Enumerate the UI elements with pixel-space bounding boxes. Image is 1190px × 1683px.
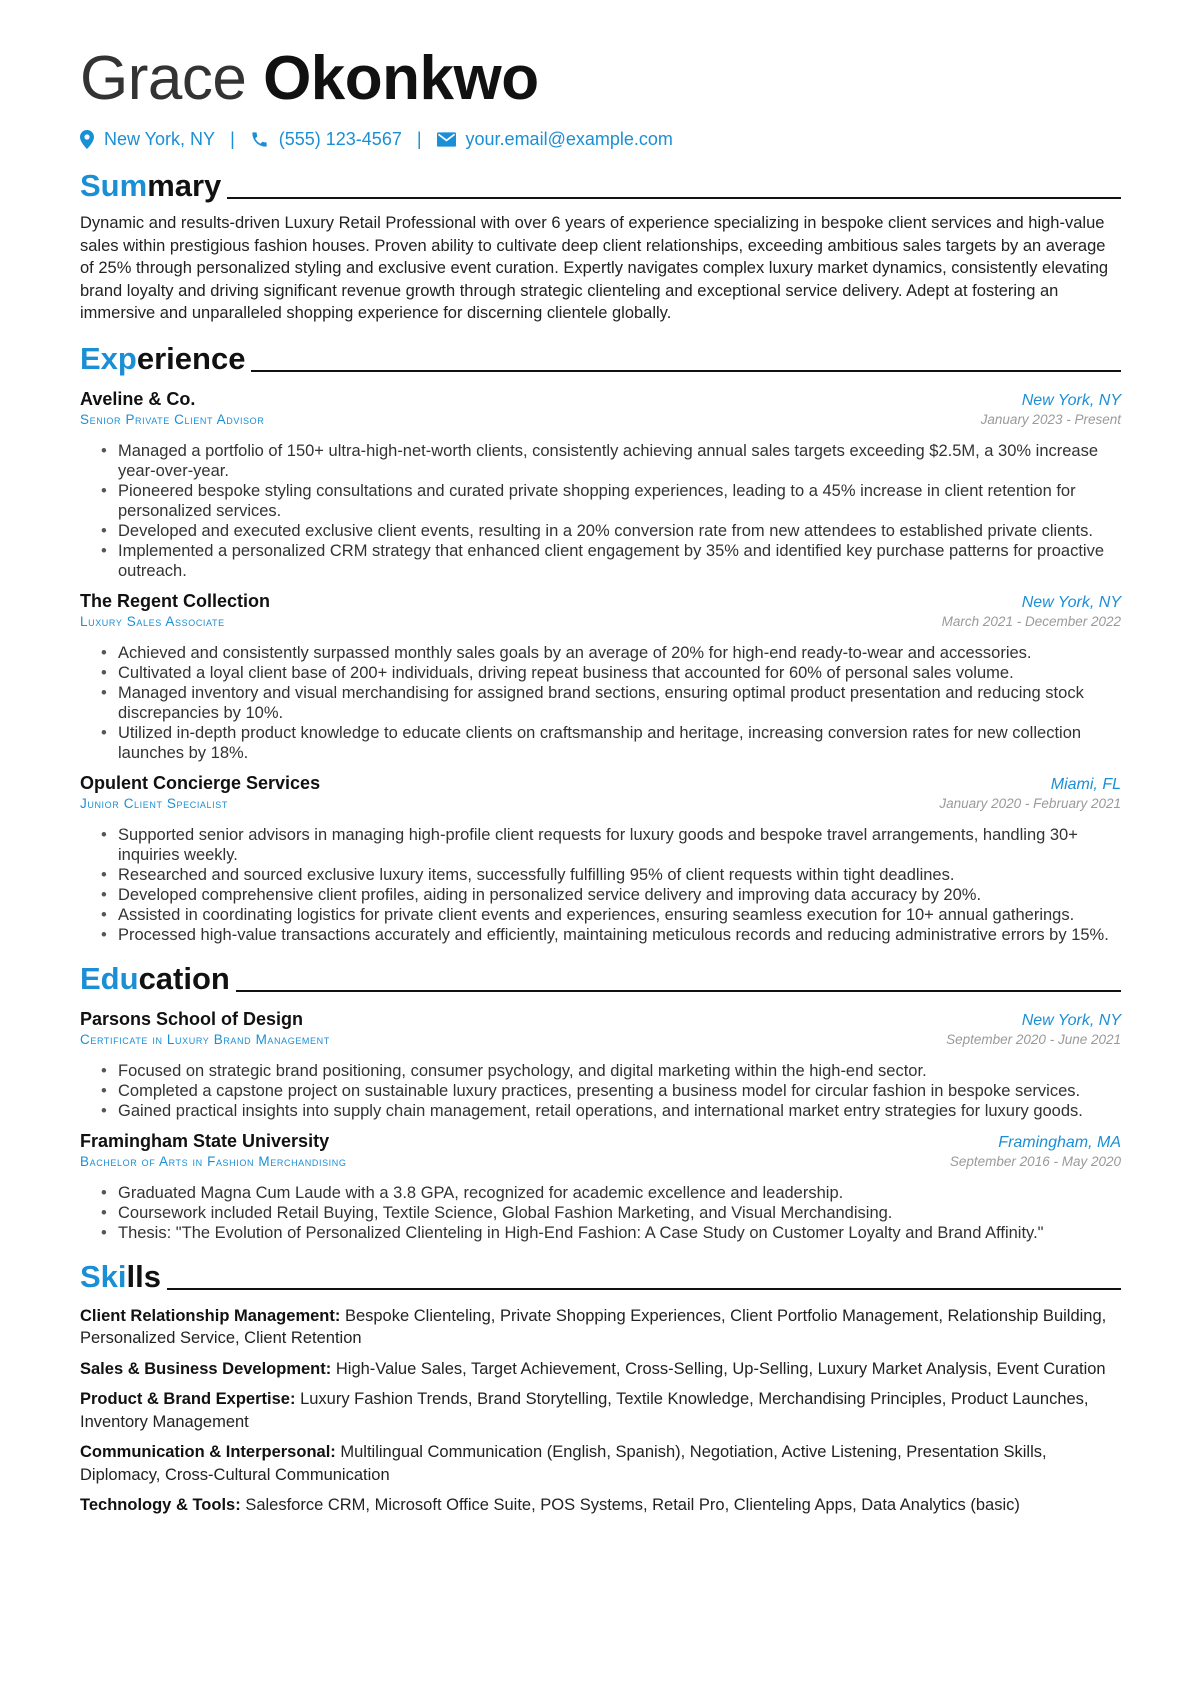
section-title — [80, 339, 245, 379]
skill-category: Client Relationship Management: — [80, 1306, 341, 1325]
bullet-list — [80, 1061, 1121, 1121]
section-title-accent: Exp — [80, 340, 137, 376]
email-text: your.email@example.com — [465, 128, 673, 149]
skill-category: Technology & Tools: — [80, 1496, 241, 1514]
bullet-item: • Pioneered bespoke styling consultations and curated private shopping experiences, leading to a 45% increase in client retention for personalized services. — [118, 481, 1121, 521]
section-rule — [167, 1288, 1121, 1290]
entry-dates: September 2020 - June 2021 — [946, 1031, 1121, 1047]
bullet-item: • Implemented a personalized CRM strategy that enhanced client engagement by 35% and identified key purchase patterns for proactive outreach. — [118, 541, 1121, 581]
skill-values: Bespoke Clienteling, Private Shopping Experiences, Client Portfolio Management, Relationship Building, Personalized Service, Client Retention — [80, 1306, 1107, 1347]
education-entry — [80, 1131, 1121, 1243]
entry-location: New York, NY — [1021, 593, 1121, 611]
entry-dates: September 2016 - May 2020 — [949, 1153, 1121, 1169]
section-header-skills — [80, 1255, 1121, 1297]
section-title-accent: Edu — [80, 960, 139, 996]
contact-separator: | — [416, 128, 422, 149]
entry-location: Miami, FL — [1050, 775, 1121, 793]
skill-values: High-Value Sales, Target Achievement, Cross-Selling, Up-Selling, Luxury Market Analysis, Event Curation — [335, 1359, 1106, 1378]
bullet-list — [80, 825, 1121, 945]
bullet-item: • Thesis: "The Evolution of Personalized Clienteling in High-End Fashion: A Case Study on Customer Loyalty and Brand Affinity." — [118, 1223, 1121, 1243]
entry-dates: March 2021 - December 2022 — [941, 613, 1121, 629]
section-title-rest: erience — [136, 340, 246, 376]
skill-row — [80, 1494, 1121, 1517]
section-rule — [227, 197, 1121, 199]
skill-values: Salesforce CRM, Microsoft Office Suite, POS Systems, Retail Pro, Clienteling Apps, Data Analytics (basic) — [245, 1496, 1020, 1514]
job-title: Luxury Sales Associate — [80, 613, 225, 629]
location-text: New York, NY — [104, 128, 216, 149]
degree-title: Certificate in Luxury Brand Management — [80, 1031, 330, 1047]
skill-category: Product & Brand Expertise: — [80, 1390, 296, 1408]
bullet-item: • Developed comprehensive client profiles, aiding in personalized service delivery and improving data accuracy by 20%. — [118, 885, 1121, 905]
contact-email[interactable] — [437, 129, 673, 150]
section-title — [80, 1257, 161, 1297]
section-title — [80, 166, 221, 206]
job-title: Junior Client Specialist — [80, 795, 228, 811]
bullet-item: • Gained practical insights into supply chain management, retail operations, and international market entry strategies for luxury goods. — [118, 1101, 1121, 1121]
summary-text: Dynamic and results-driven Luxury Retail Professional with over 6 years of experience specializing in bespoke client services and high-value sales within prestigious fashion houses. Proven ability to cultivate deep client relationships, exceeding ambitious sales targets by an average of 25% through personalized styling and exclusive event curation. Expertly navigates complex luxury market dynamics, consistently elevating brand loyalty and driving significant revenue growth through strategic clienteling and exceptional service delivery. Adept at fostering an immersive and unparalleled shopping experience for discerning clientele globally. — [80, 214, 1109, 322]
degree-title: Bachelor of Arts in Fashion Merchandising — [80, 1153, 347, 1169]
skill-row — [80, 1305, 1121, 1350]
school-name: Parsons School of Design — [80, 1008, 304, 1029]
phone-icon — [250, 130, 269, 149]
bullet-item: • Cultivated a loyal client base of 200+ individuals, driving repeat business that accounted for 60% of personal sales volume. — [118, 663, 1121, 683]
entry-location: New York, NY — [1021, 1011, 1121, 1029]
bullet-item: • Completed a capstone project on sustainable luxury practices, presenting a business model for circular fashion in bespoke services. — [118, 1081, 1121, 1101]
entry-location: Framingham, MA — [998, 1133, 1121, 1151]
bullet-item: • Researched and sourced exclusive luxury items, successfully fulfilling 95% of client requests within tight deadlines. — [118, 865, 1121, 885]
bullet-item: • Utilized in-depth product knowledge to educate clients on craftsmanship and heritage, increasing conversion rates for new collection launches by 18%. — [118, 723, 1121, 763]
bullet-item: • Assisted in coordinating logistics for private client events and experiences, ensuring seamless execution for 10+ annual gatherings. — [118, 905, 1121, 925]
skill-values: Multilingual Communication (English, Spanish), Negotiation, Active Listening, Presentation Skills, Diplomacy, Cross-Cultural Communication — [80, 1443, 1047, 1484]
entry-location: New York, NY — [1021, 391, 1121, 409]
last-name: Okonkwo — [263, 44, 539, 113]
employer-name: Aveline & Co. — [80, 388, 196, 409]
contact-bar — [80, 126, 1121, 152]
contact-location — [80, 129, 215, 150]
section-title-rest: cation — [138, 960, 230, 996]
section-header-summary — [80, 164, 1121, 206]
skills-list — [80, 1305, 1121, 1517]
bullet-item: • Managed a portfolio of 150+ ultra-high-net-worth clients, consistently achieving annual sales targets exceeding $2.5M, a 30% increase year-over-year. — [118, 441, 1121, 481]
section-header-experience — [80, 337, 1121, 379]
employer-name: The Regent Collection — [80, 590, 271, 611]
employer-name: Opulent Concierge Services — [80, 772, 321, 793]
section-title-rest: lls — [126, 1258, 161, 1294]
contact-separator: | — [230, 128, 235, 149]
experience-entry — [80, 389, 1121, 581]
bullet-item: • Managed inventory and visual merchandising for assigned brand sections, ensuring optimal product presentation and reducing stock discrepancies by 10%. — [118, 683, 1121, 723]
job-title: Senior Private Client Advisor — [80, 411, 265, 427]
bullet-list — [80, 643, 1121, 763]
experience-entry — [80, 773, 1121, 945]
bullet-item: • Achieved and consistently surpassed monthly sales goals by an average of 20% for high-end ready-to-wear and accessories. — [118, 643, 1121, 663]
map-pin-icon — [80, 130, 94, 149]
bullet-item: • Developed and executed exclusive client events, resulting in a 20% conversion rate from new attendees to established private clients. — [118, 521, 1121, 541]
skill-row — [80, 1388, 1121, 1433]
skill-category: Sales & Business Development: — [80, 1359, 332, 1378]
bullet-list — [80, 441, 1121, 581]
phone-text: (555) 123-4567 — [278, 128, 402, 149]
bullet-item: • Focused on strategic brand positioning, consumer psychology, and digital marketing within the high-end sector. — [118, 1061, 1121, 1081]
entry-dates: January 2020 - February 2021 — [939, 795, 1121, 811]
skill-category: Communication & Interpersonal: — [80, 1443, 336, 1461]
bullet-item: • Graduated Magna Cum Laude with a 3.8 GPA, recognized for academic excellence and leadership. — [118, 1183, 1121, 1203]
first-name: Grace — [80, 44, 247, 113]
bullet-item: • Coursework included Retail Buying, Textile Science, Global Fashion Marketing, and Visual Merchandising. — [118, 1203, 1121, 1223]
candidate-name — [80, 42, 1121, 116]
bullet-item: • Processed high-value transactions accurately and efficiently, maintaining meticulous records and reducing administrative errors by 15%. — [118, 925, 1121, 945]
skill-values: Luxury Fashion Trends, Brand Storytelling, Textile Knowledge, Merchandising Principles, Product Launches, Inventory Management — [80, 1390, 1089, 1431]
skill-row — [80, 1358, 1121, 1381]
section-rule — [251, 370, 1121, 372]
experience-entry — [80, 591, 1121, 763]
entry-dates: January 2023 - Present — [980, 411, 1121, 427]
education-entry — [80, 1009, 1121, 1121]
section-rule — [236, 990, 1121, 992]
school-name: Framingham State University — [80, 1130, 330, 1151]
section-title — [80, 959, 230, 999]
section-title-accent: Sum — [80, 168, 148, 203]
bullet-item: • Supported senior advisors in managing high-profile client requests for luxury goods and bespoke travel arrangements, handling 30+ inquiries weekly. — [118, 825, 1121, 865]
skill-row — [80, 1441, 1121, 1486]
section-header-education — [80, 957, 1121, 999]
envelope-icon — [437, 132, 456, 147]
contact-phone[interactable] — [250, 129, 402, 150]
bullet-list — [80, 1183, 1121, 1243]
section-title-accent: Ski — [80, 1258, 127, 1294]
section-title-rest: mary — [147, 168, 222, 203]
